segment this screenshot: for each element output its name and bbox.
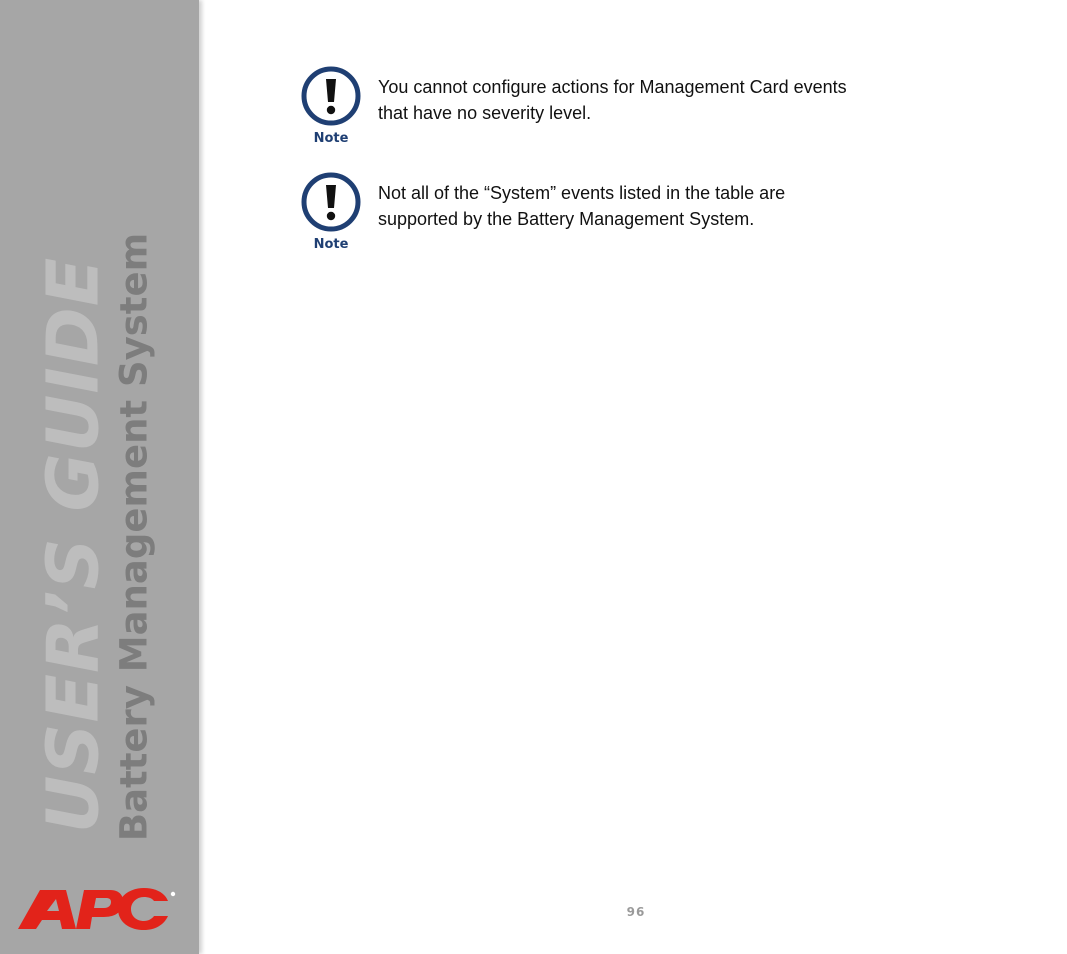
note-text-line: that have no severity level. [378, 103, 592, 123]
apc-logo [18, 887, 178, 931]
note-text [378, 74, 938, 126]
sidebar-subtitle: Battery Management System [112, 232, 156, 842]
note-icon-label: Note [313, 131, 349, 146]
note-block [300, 172, 940, 262]
note-exclamation-icon [300, 66, 364, 148]
sidebar-banner [0, 0, 199, 954]
note-block [300, 66, 940, 156]
note-text [378, 180, 938, 232]
note-icon-label: Note [313, 237, 349, 252]
note-text-line: You cannot configure actions for Management Card events [378, 77, 847, 97]
note-text-line: supported by the Battery Management System. [378, 209, 755, 229]
note-exclamation-icon [300, 172, 364, 254]
note-text-line: Not all of the “System” events listed in the table are [378, 183, 786, 203]
page-number: 96 [626, 905, 646, 919]
sidebar-title: USER’S GUIDE [31, 256, 115, 834]
